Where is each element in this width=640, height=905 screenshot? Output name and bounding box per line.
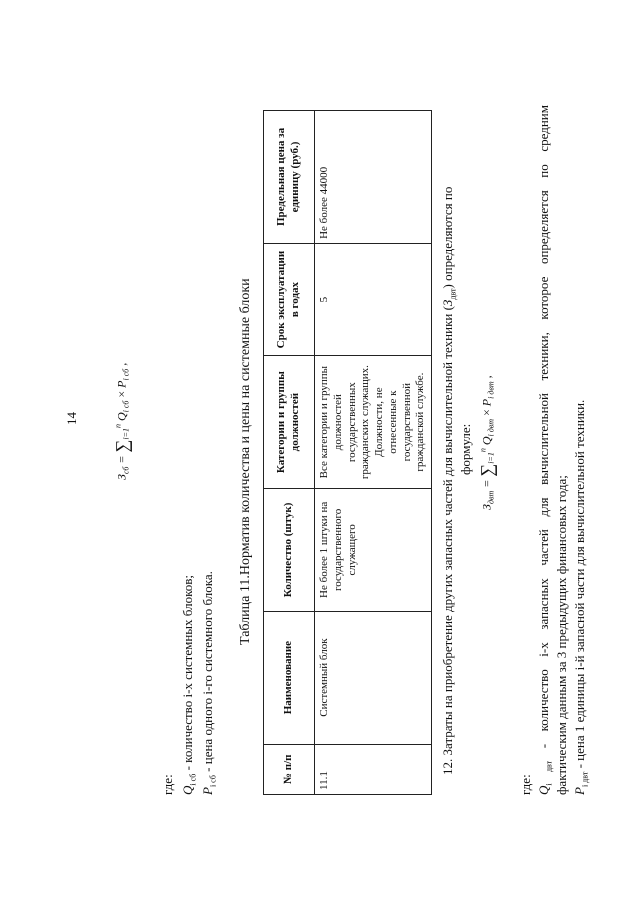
formula2-sum-bottom: i=1 [486, 452, 496, 464]
formula1-q-sub: i сб [121, 400, 131, 413]
section12-text-start: 12. Затраты на приобретение других запасных частей для вычислительной техники ( [440, 306, 455, 775]
where-label-2: где: [518, 774, 533, 795]
formula2-q-sub: i двт [486, 418, 496, 437]
def-p-symbol: P [200, 787, 215, 795]
cell-num: 11.1 [315, 744, 432, 794]
cell-categories: Все категории и группы должностей государственных гражданских служащих. Должности, не отнесенные к государственной гражданской службе. [315, 356, 432, 489]
def-q-symbol: Q [180, 785, 195, 795]
formula1-lhs: З [114, 474, 129, 480]
formula2-lhs: З [479, 504, 494, 510]
def2-q-line2: фактическим данным за 3 предыдущих финансовых года; [554, 475, 569, 795]
sum-symbol: ∑ [112, 439, 132, 453]
header-categories: Категории и группы должностей [264, 356, 315, 489]
def2-q-line1: - количество i-х запасных частей для вычислительной техники, которое определяется по средним [536, 105, 551, 761]
def-q-sub: i сб [188, 773, 198, 786]
sum-symbol-2: ∑ [477, 463, 497, 477]
formula1-q: Q [114, 412, 129, 421]
def2-p-symbol: P [572, 787, 587, 795]
formula2-p-sub: i двт [486, 381, 496, 399]
formula1-times: × [114, 390, 129, 398]
formula-word: формуле: [458, 423, 473, 475]
header-price: Предельная цена за единицу (руб.) [264, 111, 315, 244]
def2-q-sub: i двт [544, 760, 554, 786]
table-row [315, 111, 432, 795]
header-term: Срок эксплуатации в годах [264, 243, 315, 355]
cell-name: Системный блок [315, 611, 432, 744]
table-header-row [264, 111, 315, 795]
cell-term: 5 [315, 243, 432, 355]
def-q-line [180, 575, 198, 795]
formula1-comma: , [114, 362, 129, 366]
formula1-sum-bottom: i=1 [121, 428, 131, 440]
formula2-sum-top: n [478, 448, 488, 453]
formula2-q: Q [479, 436, 494, 446]
formula1-lhs-sub: сб [121, 466, 131, 475]
cell-qty: Не более 1 штуки на государственного служащего [315, 489, 432, 612]
header-name: Наименование [264, 611, 315, 744]
norm-table [263, 110, 432, 795]
section12-text-end: ) определяются по [440, 186, 455, 289]
def2-p-text: - цена 1 единицы i-й запасной части для вычислительной техники. [572, 399, 587, 772]
header-num: № п/п [264, 744, 315, 794]
cell-price: Не более 44000 [315, 111, 432, 244]
def-p-sub: i сб [208, 775, 218, 788]
page-number: 14 [64, 412, 79, 425]
def-q-text: - количество i-х системных блоков; [180, 575, 195, 774]
formula-system-blocks: $З_{сб} = \sum_{i=1}^n$ $Q_{i сб} \times P_{i сб}$ , [112, 362, 132, 480]
section12-symbol: З [440, 299, 455, 307]
formula1-p: P [114, 380, 129, 388]
def2-p-line [572, 400, 590, 795]
section-12-text [440, 187, 459, 775]
def2-p-sub: i двт [580, 771, 590, 788]
where-label-1: где: [160, 774, 175, 795]
formula2-comma: , [479, 375, 494, 379]
formula2-p: P [479, 398, 494, 407]
def2-q-line [536, 105, 554, 795]
formula2-lhs-sub: двт [486, 490, 496, 505]
def-p-text: - цена одного i-го системного блока. [200, 571, 215, 776]
formula2-times: × [479, 409, 494, 416]
formula1-p-sub: i сб [121, 368, 131, 381]
section12-symbol-sub: двт [448, 288, 458, 300]
formula1-sum-top: n [113, 424, 123, 428]
header-qty: Количество (штук) [264, 489, 315, 612]
formula-spare-parts: $З_{двт} = \sum_{i=1}^n$ $Q_{i двт} \times P_{i двт}$ , [477, 375, 497, 510]
def2-q-symbol: Q [536, 785, 551, 795]
def-p-line [200, 571, 218, 795]
table-caption: Таблица 11.Норматив количества и цены на системные блоки [238, 278, 253, 645]
